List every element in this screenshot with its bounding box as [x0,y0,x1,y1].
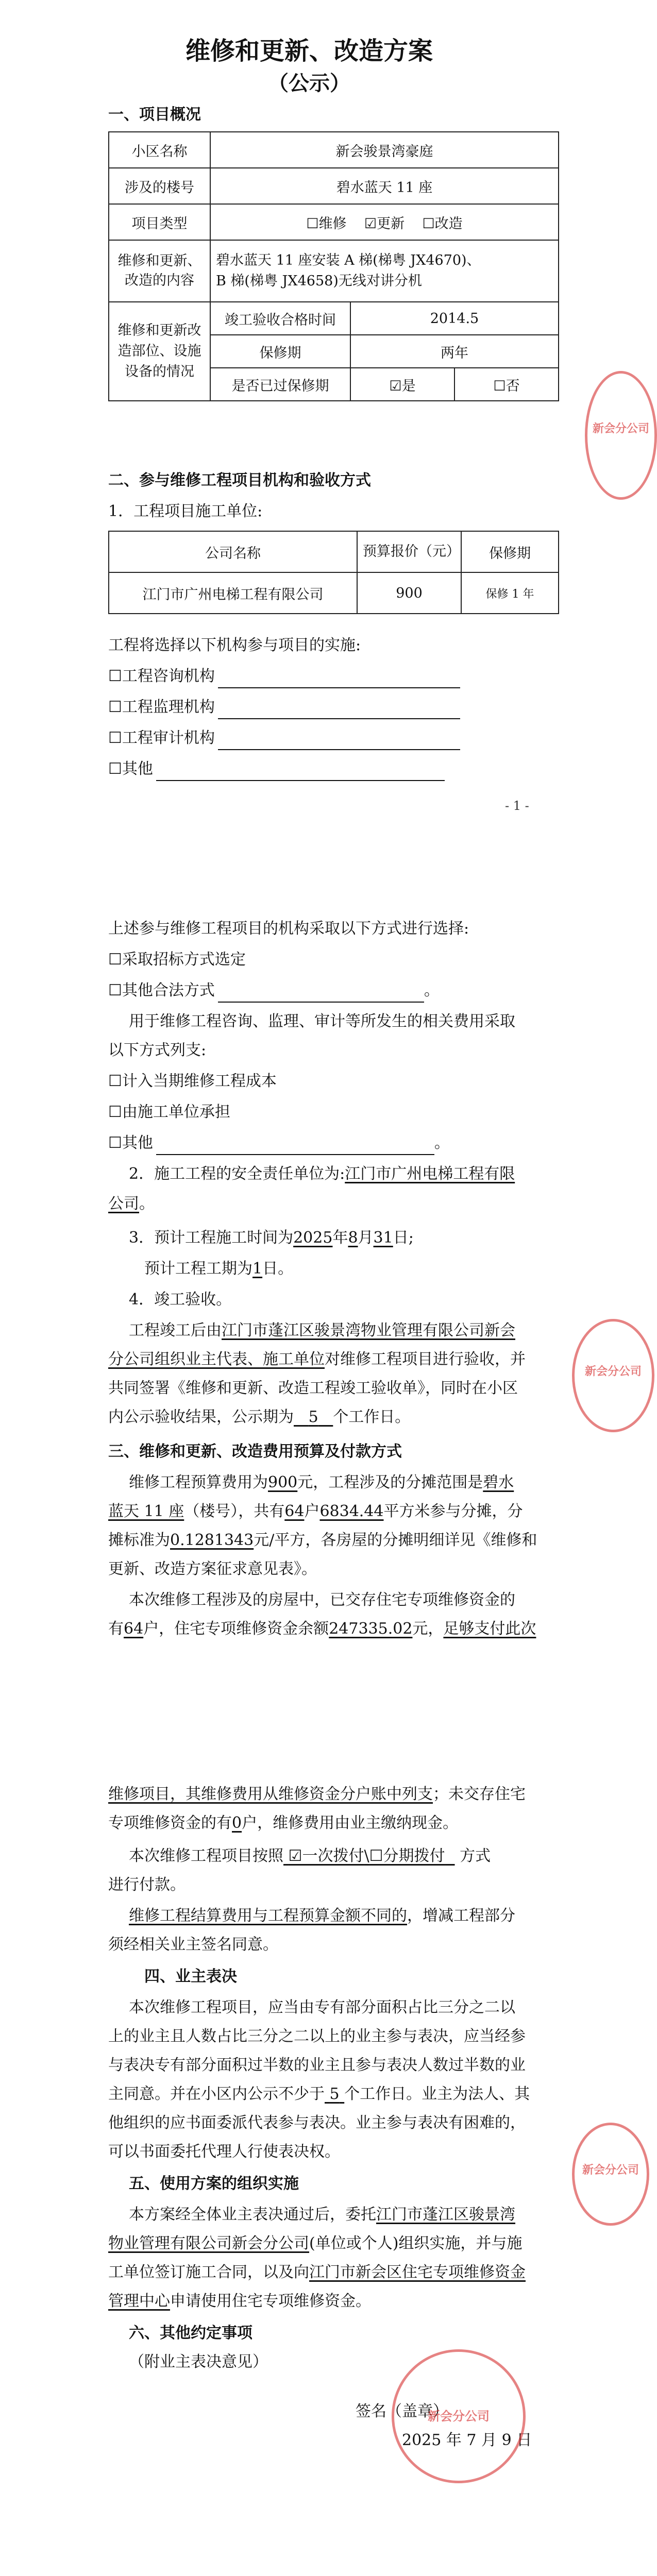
warranty-value: 保修 1 年 [461,572,559,614]
period-value: 两年 [350,335,559,368]
safety-unit-line-2: 公司。 [108,1195,155,1213]
community-value: 新会骏景湾豪庭 [210,132,559,168]
selection-tender: ☐采取招标方式选定 [108,951,246,969]
official-seal-1: 新会分公司 [585,371,657,500]
budget-value: 900 [357,572,461,614]
section-1-heading: 一、项目概况 [108,106,201,124]
period-label: 保修期 [210,335,350,368]
company-header: 公司名称 [109,531,357,572]
budget-header: 预算报价（元） [357,531,461,572]
section-4-heading: 四、业主表决 [144,1968,237,1986]
document-title: 维修和更新、改造方案 [185,37,433,65]
fee-intro-line-1: 用于维修工程咨询、监理、审计等所发生的相关费用采取 [129,1012,515,1030]
warranty-info-label: 维修和更新改造部位、设施设备的情况 [109,302,210,401]
fee-line-1: 维修工程预算费用为900元，工程涉及的分摊范围是碧水 [129,1473,514,1492]
page-3 [0,1767,639,2576]
official-seal-3: 新会分公司 [392,2349,526,2483]
org-other: ☐其他 [108,757,445,781]
org-consulting: ☐工程咨询机构 [108,665,460,688]
section-2-heading: 二、参与维修工程项目机构和验收方式 [108,471,371,489]
construction-time: 3．预计工程施工时间为2025年8月31日; [129,1229,414,1247]
section-5-heading: 五、使用方案的组织实施 [129,2175,299,2193]
page-number-1: - 1 - [505,799,529,813]
vote-line-1: 本次维修工程项目，应当由专有部分面积占比三分之二以 [129,1998,515,2016]
construction-unit-item: 1．工程项目施工单位: [108,502,263,520]
type-label: 项目类型 [109,204,210,240]
fund-line-2: 有64户，住宅专项维修资金余额247335.02元，足够支付此次 [108,1620,536,1638]
official-seal-2: 新会分公司 [572,1319,654,1432]
fee-option-contractor: ☐由施工单位承担 [108,1103,230,1121]
vote-line-2: 上的业主且人数占比三分之二以上的业主参与表决，应当经参 [108,2027,526,2045]
expired-no: ☐否 [454,368,559,401]
signature-label: 签名（盖章） [356,2402,448,2420]
vote-line-4: 主同意。并在小区内公示不少于 5 个工作日。业主为法人、其 [108,2085,530,2103]
acceptance-line-4: 内公示验收结果，公示期为 5 个工作日。 [108,1408,411,1426]
official-seal-4: 新会分公司 [572,2123,649,2226]
construction-duration: 预计工程工期为1日。 [144,1260,294,1278]
community-label: 小区名称 [109,132,210,168]
section-6-heading: 六、其他约定事项 [129,2324,252,2342]
settlement-line-2: 须经相关业主签名同意。 [108,1936,278,1954]
fee-option-cost: ☐计入当期维修工程成本 [108,1072,277,1090]
type-options [210,204,559,240]
fee-line-2: 蓝天 11 座（楼号），共有64户6834.44平方米参与分摊，分 [108,1502,523,1520]
construction-unit-table [108,531,559,614]
acceptance-line-2: 分公司组织业主代表、施工单位对维修工程项目进行验收，并 [108,1350,526,1368]
fee-intro-line-2: 以下方式列支: [108,1041,207,1059]
company-name: 江门市广州电梯工程有限公司 [109,572,357,614]
page-1 [0,0,649,845]
attachment-note: （附业主表决意见） [129,2353,268,2371]
settlement-line-1: 维修工程结算费用与工程预算金额不同的，增减工程部分 [129,1907,515,1925]
fund-line-1: 本次维修工程涉及的房屋中，已交存住宅专项维修资金的 [129,1591,515,1609]
document-subtitle: （公示） [268,71,350,95]
acceptance-item: 4．竣工验收。 [129,1291,232,1309]
safety-unit-line-1: 2．施工工程的安全责任单位为:江门市广州电梯工程有限 [129,1165,515,1183]
safety-unit-value: 江门市广州电梯工程有限 [345,1165,515,1183]
fee-option-other: ☐其他 。 [108,1131,450,1155]
org-line-2: 物业管理有限公司新会分公司(单位或个人)组织实施，并与施 [108,2234,523,2252]
expired-label: 是否已过保修期 [210,368,350,401]
choose-org-text: 工程将选择以下机构参与项目的实施: [108,636,361,654]
payment-one-time: ☑一次拨付 [288,1847,364,1865]
page-2 [0,845,642,1767]
org-supervision: ☐工程监理机构 [108,696,460,719]
fund-line-4: 专项维修资金的有0户，维修费用由业主缴纳现金。 [108,1814,459,1832]
fee-line-3: 摊标准为0.1281343元/平方，各房屋的分摊明细详见《维修和 [108,1531,537,1549]
signature-date: 2025 年 7 月 9 日 [402,2431,532,2449]
expired-yes: ☑是 [350,368,454,401]
type-option-update: ☑更新 [364,215,405,232]
vote-line-5: 他组织的应书面委派代表参与表决。业主参与表决有困难的， [108,2114,526,2132]
selection-other: ☐其他合法方式 。 [108,979,440,1003]
org-line-4: 管理中心申请使用住宅专项维修资金。 [108,2292,371,2310]
content-label: 维修和更新、改造的内容 [109,240,210,302]
selection-intro: 上述参与维修工程项目的机构采取以下方式进行选择: [108,920,469,938]
org-audit: ☐工程审计机构 [108,726,460,750]
project-overview-table [108,131,559,401]
fee-line-4: 更新、改造方案征求意见表》。 [108,1560,317,1578]
vote-line-6: 可以书面委托代理人行使表决权。 [108,2143,340,2161]
org-line-1: 本方案经全体业主表决通过后，委托江门市蓬江区骏景湾 [129,2206,515,2224]
acceptance-label: 竣工验收合格时间 [210,302,350,335]
content-value-line-1: 碧水蓝天 11 座安装 A 梯(梯粤 JX4670)、 [216,252,481,268]
payment-line-1: 本次维修工程项目按照 ☑一次拨付\☐分期拨付 方式 [129,1847,491,1865]
vote-line-3: 与表决专有部分面积过半数的业主且参与表决人数过半数的业 [108,2056,526,2074]
section-3-heading: 三、维修和更新、改造费用预算及付款方式 [108,1443,402,1461]
building-label: 涉及的楼号 [109,168,210,204]
fund-line-3: 维修项目，其维修费用从维修资金分户账中列支；未交存住宅 [108,1785,526,1803]
type-option-repair: ☐维修 [306,215,347,232]
type-option-remodel: ☐改造 [422,215,463,232]
content-value [210,240,559,302]
building-value: 碧水蓝天 11 座 [210,168,559,204]
acceptance-value: 2014.5 [350,302,559,335]
acceptance-line-1: 工程竣工后由江门市蓬江区骏景湾物业管理有限公司新会 [129,1321,515,1340]
org-line-3: 工单位签订施工合同，以及向江门市新会区住宅专项维修资金 [108,2263,526,2281]
acceptance-line-3: 共同签署《维修和更新、改造工程竣工验收单》，同时在小区 [108,1379,518,1397]
content-value-line-2: B 梯(梯粤 JX4658)无线对讲分机 [216,273,422,289]
warranty-header: 保修期 [461,531,559,572]
payment-line-2: 进行付款。 [108,1876,186,1894]
payment-installment: ☐分期拨付 [369,1847,445,1865]
